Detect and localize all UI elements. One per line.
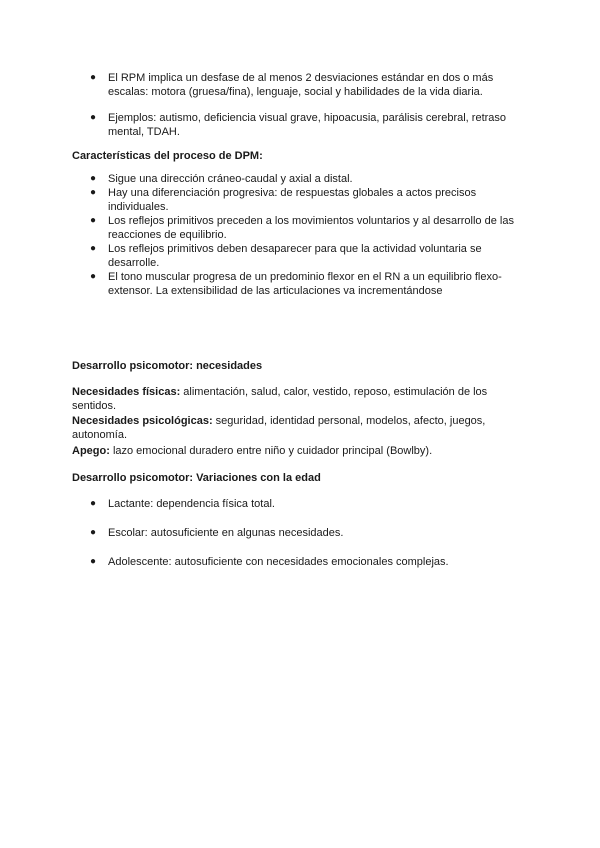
needs-attachment — [72, 444, 522, 458]
list-item-text: Los reflejos primitivos preceden a los movimientos voluntarios y al desarrollo de las reacciones de equilibrio. — [108, 215, 514, 241]
list-item-text: El tono muscular progresa de un predominio flexor en el RN a un equilibrio flexo-extensor. La extensibilidad de las articulaciones va incrementándose — [108, 271, 502, 297]
bullet-icon: ● — [90, 112, 97, 123]
list-item-text: Los reflejos primitivos deben desaparecer para que la actividad voluntaria se desarrolle. — [108, 243, 482, 269]
list-item — [90, 555, 530, 569]
section-heading-necesidades: Desarrollo psicomotor: necesidades — [72, 360, 263, 372]
list-item-text: Escolar: autosuficiente en algunas necesidades. — [108, 527, 344, 539]
list-item — [90, 270, 530, 298]
bullet-icon: ● — [90, 556, 97, 567]
list-item-text: Adolescente: autosuficiente con necesidades emocionales complejas. — [108, 556, 449, 568]
list-item — [90, 214, 530, 242]
bullet-icon: ● — [90, 187, 97, 198]
list-item-text: Ejemplos: autismo, deficiencia visual grave, hipoacusia, parálisis cerebral, retraso mental, TDAH. — [108, 112, 507, 138]
section-heading-variaciones: Desarrollo psicomotor: Variaciones con la edad — [72, 472, 321, 484]
list-item-text: Hay una diferenciación progresiva: de respuestas globales a actos precisos individuales. — [108, 187, 477, 213]
bullet-icon: ● — [90, 271, 97, 282]
needs-psychological — [72, 414, 522, 442]
dpm-characteristics-list — [90, 172, 530, 298]
list-item — [90, 111, 530, 139]
needs-physical — [72, 385, 522, 413]
list-item — [90, 242, 530, 270]
list-item — [90, 497, 530, 511]
needs-physical-text: alimentación, salud, calor, vestido, reposo, estimulación de los sentidos. — [72, 386, 488, 412]
list-item-text: Lactante: dependencia física total. — [108, 498, 275, 510]
list-item — [90, 71, 530, 99]
needs-attachment-text: lazo emocional duradero entre niño y cuidador principal (Bowlby). — [109, 445, 433, 457]
list-item — [90, 186, 530, 214]
list-item — [90, 526, 530, 540]
list-item — [90, 172, 530, 186]
bullet-icon: ● — [90, 498, 97, 509]
bullet-icon: ● — [90, 527, 97, 538]
bullet-icon: ● — [90, 215, 97, 226]
bullet-icon: ● — [90, 72, 97, 83]
section-heading-dpm: Características del proceso de DPM: — [72, 150, 263, 162]
needs-attachment-label: Apego: — [72, 445, 110, 457]
rpm-bullet-list — [90, 71, 530, 139]
list-item-text: El RPM implica un desfase de al menos 2 desviaciones estándar en dos o más escalas: motora (gruesa/fina), lenguaje, social y habilidades de la vida diaria. — [108, 72, 494, 98]
age-variations-list — [90, 497, 530, 569]
bullet-icon: ● — [90, 243, 97, 254]
needs-psychological-label: Necesidades psicológicas: — [72, 415, 213, 427]
list-item-text: Sigue una dirección cráneo-caudal y axial a distal. — [108, 173, 353, 185]
bullet-icon: ● — [90, 173, 97, 184]
needs-physical-label: Necesidades físicas: — [72, 386, 181, 398]
needs-psychological-text: seguridad, identidad personal, modelos, afecto, juegos, autonomía. — [72, 415, 486, 441]
